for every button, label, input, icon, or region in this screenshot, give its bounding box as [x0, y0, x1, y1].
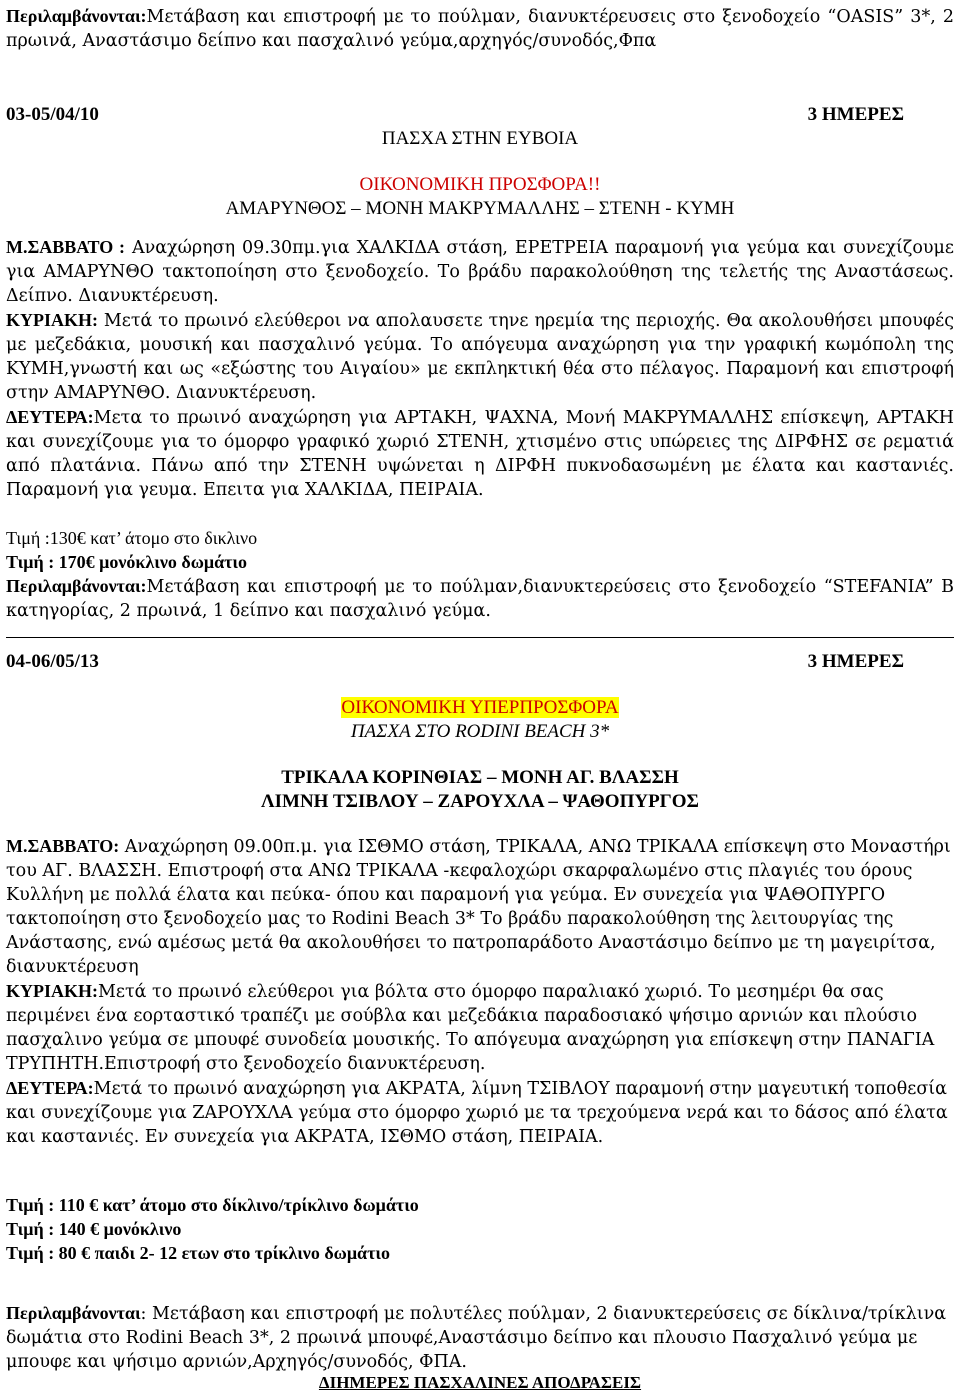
includes-text: Μετάβαση και επιστροφή με το πούλμαν,διανυκτερεύσεις στο ξενοδοχείο “STEFANIA” Β κατηγορίας, 2 πρωινά, 1 δείπνο και πασχαλινό γεύμα.	[6, 577, 954, 621]
day-text: Μετά το πρωινό ελεύθεροι να απολαυσετε τηνε ηρεμία της περιοχής. Θα ακολουθήσει μπουφές με μεζεδάκια, μουσική και πασχαλινό γεύμα. Το απόγευμα αναχώρηση για την γραφική κωμόπολη της ΚΥΜΗ,γνωστή και ως «εξώστης του Αιγαίου» με εκπληκτική θέα στο πέλαγος. Παραμονή και επιστροφή στην ΑΜΑΡΥΝΘΟ. Διανυκτέρευση.	[6, 311, 954, 403]
offer3-route2	[6, 790, 954, 814]
offer2-date-row	[6, 103, 954, 127]
includes-label: Περιλαμβάνονται:	[6, 6, 147, 26]
day-text: Μετα το πρωινό αναχώρηση για ΑΡΤΑΚΗ, ΨΑΧΝΑ, Μονή ΜΑΚΡΥΜΑΛΛΗΣ επίσκεψη, ΑΡΤΑΚΗ και συνεχίζουμε για το όμορφο γραφικό χωριό ΣΤΕΝΗ, χτισμένο στις υπώρειες της ΔΙΡΦΗΣ σε ρεματιά από πλατάνια. Πάνω από την ΣΤΕΝΗ υψώνεται η ΔΙΡΦΗ πυκνοδασωμένη με έλατα και καστανιές. Παραμονή για γευμα. Επειτα για ΧΑΛΚΙΔΑ, ΠΕΙΡΑΙΑ.	[6, 408, 954, 500]
day-label: Μ.ΣΑΒΒΑΤΟ:	[6, 836, 120, 856]
offer3-price-child	[6, 1241, 954, 1265]
day-text: Αναχώρηση 09.00π.μ. για ΙΣΘΜΟ στάση, ΤΡΙΚΑΛΑ, ΑΝΩ ΤΡΙΚΑΛΑ επίσκεψη στο Μοναστήρι του ΑΓ. ΒΛΑΣΣΗ. Επιστροφή στα ΑΝΩ ΤΡΙΚΑΛΑ -κεφαλοχώρι σκαρφαλωμένο στις πλαγιές του όρους Κυλλήνη με πολλά έλατα και πεύκα- όπου και παραμονή για γεύμα. Εν συνεχεία για ΨΑΘΟΠΥΡΓΟ τακτοποίηση στο ξενοδοχείο μας το Rodini Beach 3* Το βράδυ παρακολούθηση της λειτουργίας της Ανάστασης, ενώ αμέσως μετά θα ακολουθήσει το πατροπαράδοτο Αναστάσιμο δείπνο με τη μαγειρίτσα, διανυκτέρευση	[6, 837, 951, 977]
offer3-days: 3 ΗΜΕΡΕΣ	[807, 651, 904, 672]
includes-text: : Μετάβαση και επιστροφή με πολυτέλες πούλμαν, 2 διανυκτερεύσεις σε δίκλινα/τρίκλινα δωμάτια στο Rodini Beach 3*, 2 πρωινά μπουφέ,Αναστάσιμο δείπνο και πλουσιο Πασχαλινό γεύμα με μπουφε και ψήσιμο αρνιών,Αρχηγός/συνοδός, ΦΠΑ.	[6, 1304, 947, 1372]
route1-text: ΤΡΙΚΑΛΑ ΚΟΡΙΝΘΙΑΣ – ΜΟΝΗ ΑΓ. ΒΛΑΣΣΗ	[281, 767, 679, 788]
day-label: ΔΕΥΤΕΡΑ:	[6, 1078, 94, 1098]
price-text: Τιμή : 80 € παιδι 2- 12 ετων στο τρίκλινο δωμάτιο	[6, 1243, 390, 1263]
offer2-title: ΠΑΣΧΑ ΣΤΗΝ ΕΥΒΟΙΑ	[381, 128, 579, 149]
offer3-day1	[6, 834, 954, 979]
offer3-includes	[6, 1301, 954, 1374]
offer2-day1	[6, 235, 954, 308]
day-text: Αναχώρηση 09.30πμ.για ΧΑΛΚΙΔΑ στάση, ΕΡΕΤΡΕΙΑ παραμονή για γεύμα και συνεχίζουμε για ΑΜΑΡΥΝΘΟ τακτοποίηση στο ξενοδοχείο. Το βράδυ παρακολούθηση της τελετής της Αναστάσεως. Δείπνο. Διανυκτέρευση.	[6, 238, 954, 306]
offer3-promo: ΟΙΚΟΝΟΜΙΚΗ ΥΠΕΡΠΡΟΣΦΟΡΑ	[341, 697, 619, 718]
offer3-title: ΠΑΣΧΑ ΣΤΟ RODINI BEACH 3*	[350, 721, 610, 742]
offer3-day3	[6, 1076, 954, 1149]
document-page	[6, 4, 954, 1392]
offer2-includes	[6, 574, 954, 623]
day-text: Μετά το πρωινό αναχώρηση για ΑΚΡΑΤΑ, λίμνη ΤΣΙΒΛΟΥ παραμονή στην μαγευτική τοποθεσία και συνεχίζουμε για ΖΑΡΟΥΧΛΑ γεύμα στο όμορφο χωριό με τα τρεχούμενα νερά και το δάσος από έλατα και καστανιές. Εν συνεχεία για ΑΚΡΑΤΑ, ΙΣΘΜΟ στάση, ΠΕΙΡΑΙΑ.	[6, 1079, 948, 1147]
offer3-promo-line	[6, 696, 954, 720]
includes-label: Περιλαμβάνονται:	[6, 576, 147, 596]
section-divider	[6, 637, 954, 638]
price-text: Τιμή : 110 € κατ’ άτομο στο δίκλινο/τρίκλινο δωμάτιο	[6, 1195, 419, 1215]
day-label: ΚΥΡΙΑΚΗ:	[6, 310, 98, 330]
offer2-price-single	[6, 550, 954, 574]
offer2-day2	[6, 308, 954, 405]
offer2-days: 3 ΗΜΕΡΕΣ	[807, 104, 904, 125]
offer2-promo: ΟΙΚΟΝΟΜΙΚΗ ΠΡΟΣΦΟΡΑ!!	[359, 174, 601, 195]
footer-title-line	[6, 1374, 954, 1392]
offer3-price-double	[6, 1193, 954, 1217]
day-text: Μετά το πρωινό ελεύθεροι για βόλτα στο όμορφο παραλιακό χωριό. Το μεσημέρι θα σας περιμένει ένα εορταστικό τραπέζι με σούβλα και μεζεδάκια παραδοσιακό ψήσιμο αρνιών και πλούσιο πασχαλινο γεύμα σε μπουφέ συνοδεία μουσικής. Το απόγευμα αναχώρηση για επίσκεψη στην ΠΑΝΑΓΙΑ ΤΡΥΠΗΤΗ.Επιστροφή στο ξενοδοχείο διανυκτέρευση.	[6, 982, 935, 1074]
offer3-route1	[6, 766, 954, 790]
day-label: ΔΕΥΤΕΡΑ:	[6, 407, 94, 427]
offer2-price-double: Τιμή :130€ κατ’ άτομο στο δικλινο	[6, 528, 258, 548]
offer3-price-single	[6, 1217, 954, 1241]
offer2-route: ΑΜΑΡΥΝΘΟΣ – ΜΟΝΗ ΜΑΚΡΥΜΑΛΛΗΣ – ΣΤΕΝΗ - ΚΥΜΗ	[225, 198, 735, 219]
price-text: Τιμή : 140 € μονόκλινο	[6, 1219, 182, 1239]
includes-label: Περιλαμβάνονται	[6, 1303, 141, 1323]
offer3-date-row	[6, 650, 954, 674]
offer2-dates: 03-05/04/10	[6, 104, 99, 125]
day-label: Μ.ΣΑΒΒΑΤΟ :	[6, 237, 126, 257]
footer-title: ΔΙΗΜΕΡΕΣ ΠΑΣΧΑΛΙΝΕΣ ΑΠΟΔΡΑΣΕΙΣ	[318, 1373, 642, 1392]
price-single-text: Τιμή : 170€ μονόκλινο δωμάτιο	[6, 552, 248, 572]
route2-text: ΛΙΜΝΗ ΤΣΙΒΛΟΥ – ΖΑΡΟΥΧΛΑ – ΨΑΘΟΠΥΡΓΟΣ	[261, 791, 699, 812]
offer2-day3	[6, 405, 954, 502]
offer3-dates: 04-06/05/13	[6, 651, 99, 672]
offer1-includes	[6, 4, 954, 53]
offer3-day2	[6, 979, 954, 1076]
day-label: ΚΥΡΙΑΚΗ:	[6, 981, 98, 1001]
includes-text: Μετάβαση και επιστροφή με το πούλμαν, διανυκτέρευσεις στο ξενοδοχείο “OASIS” 3*, 2 πρωινά, Αναστάσιμο δείπνο και πασχαλινό γεύμα,αρχηγός/συνοδός,Φπα	[6, 7, 954, 51]
